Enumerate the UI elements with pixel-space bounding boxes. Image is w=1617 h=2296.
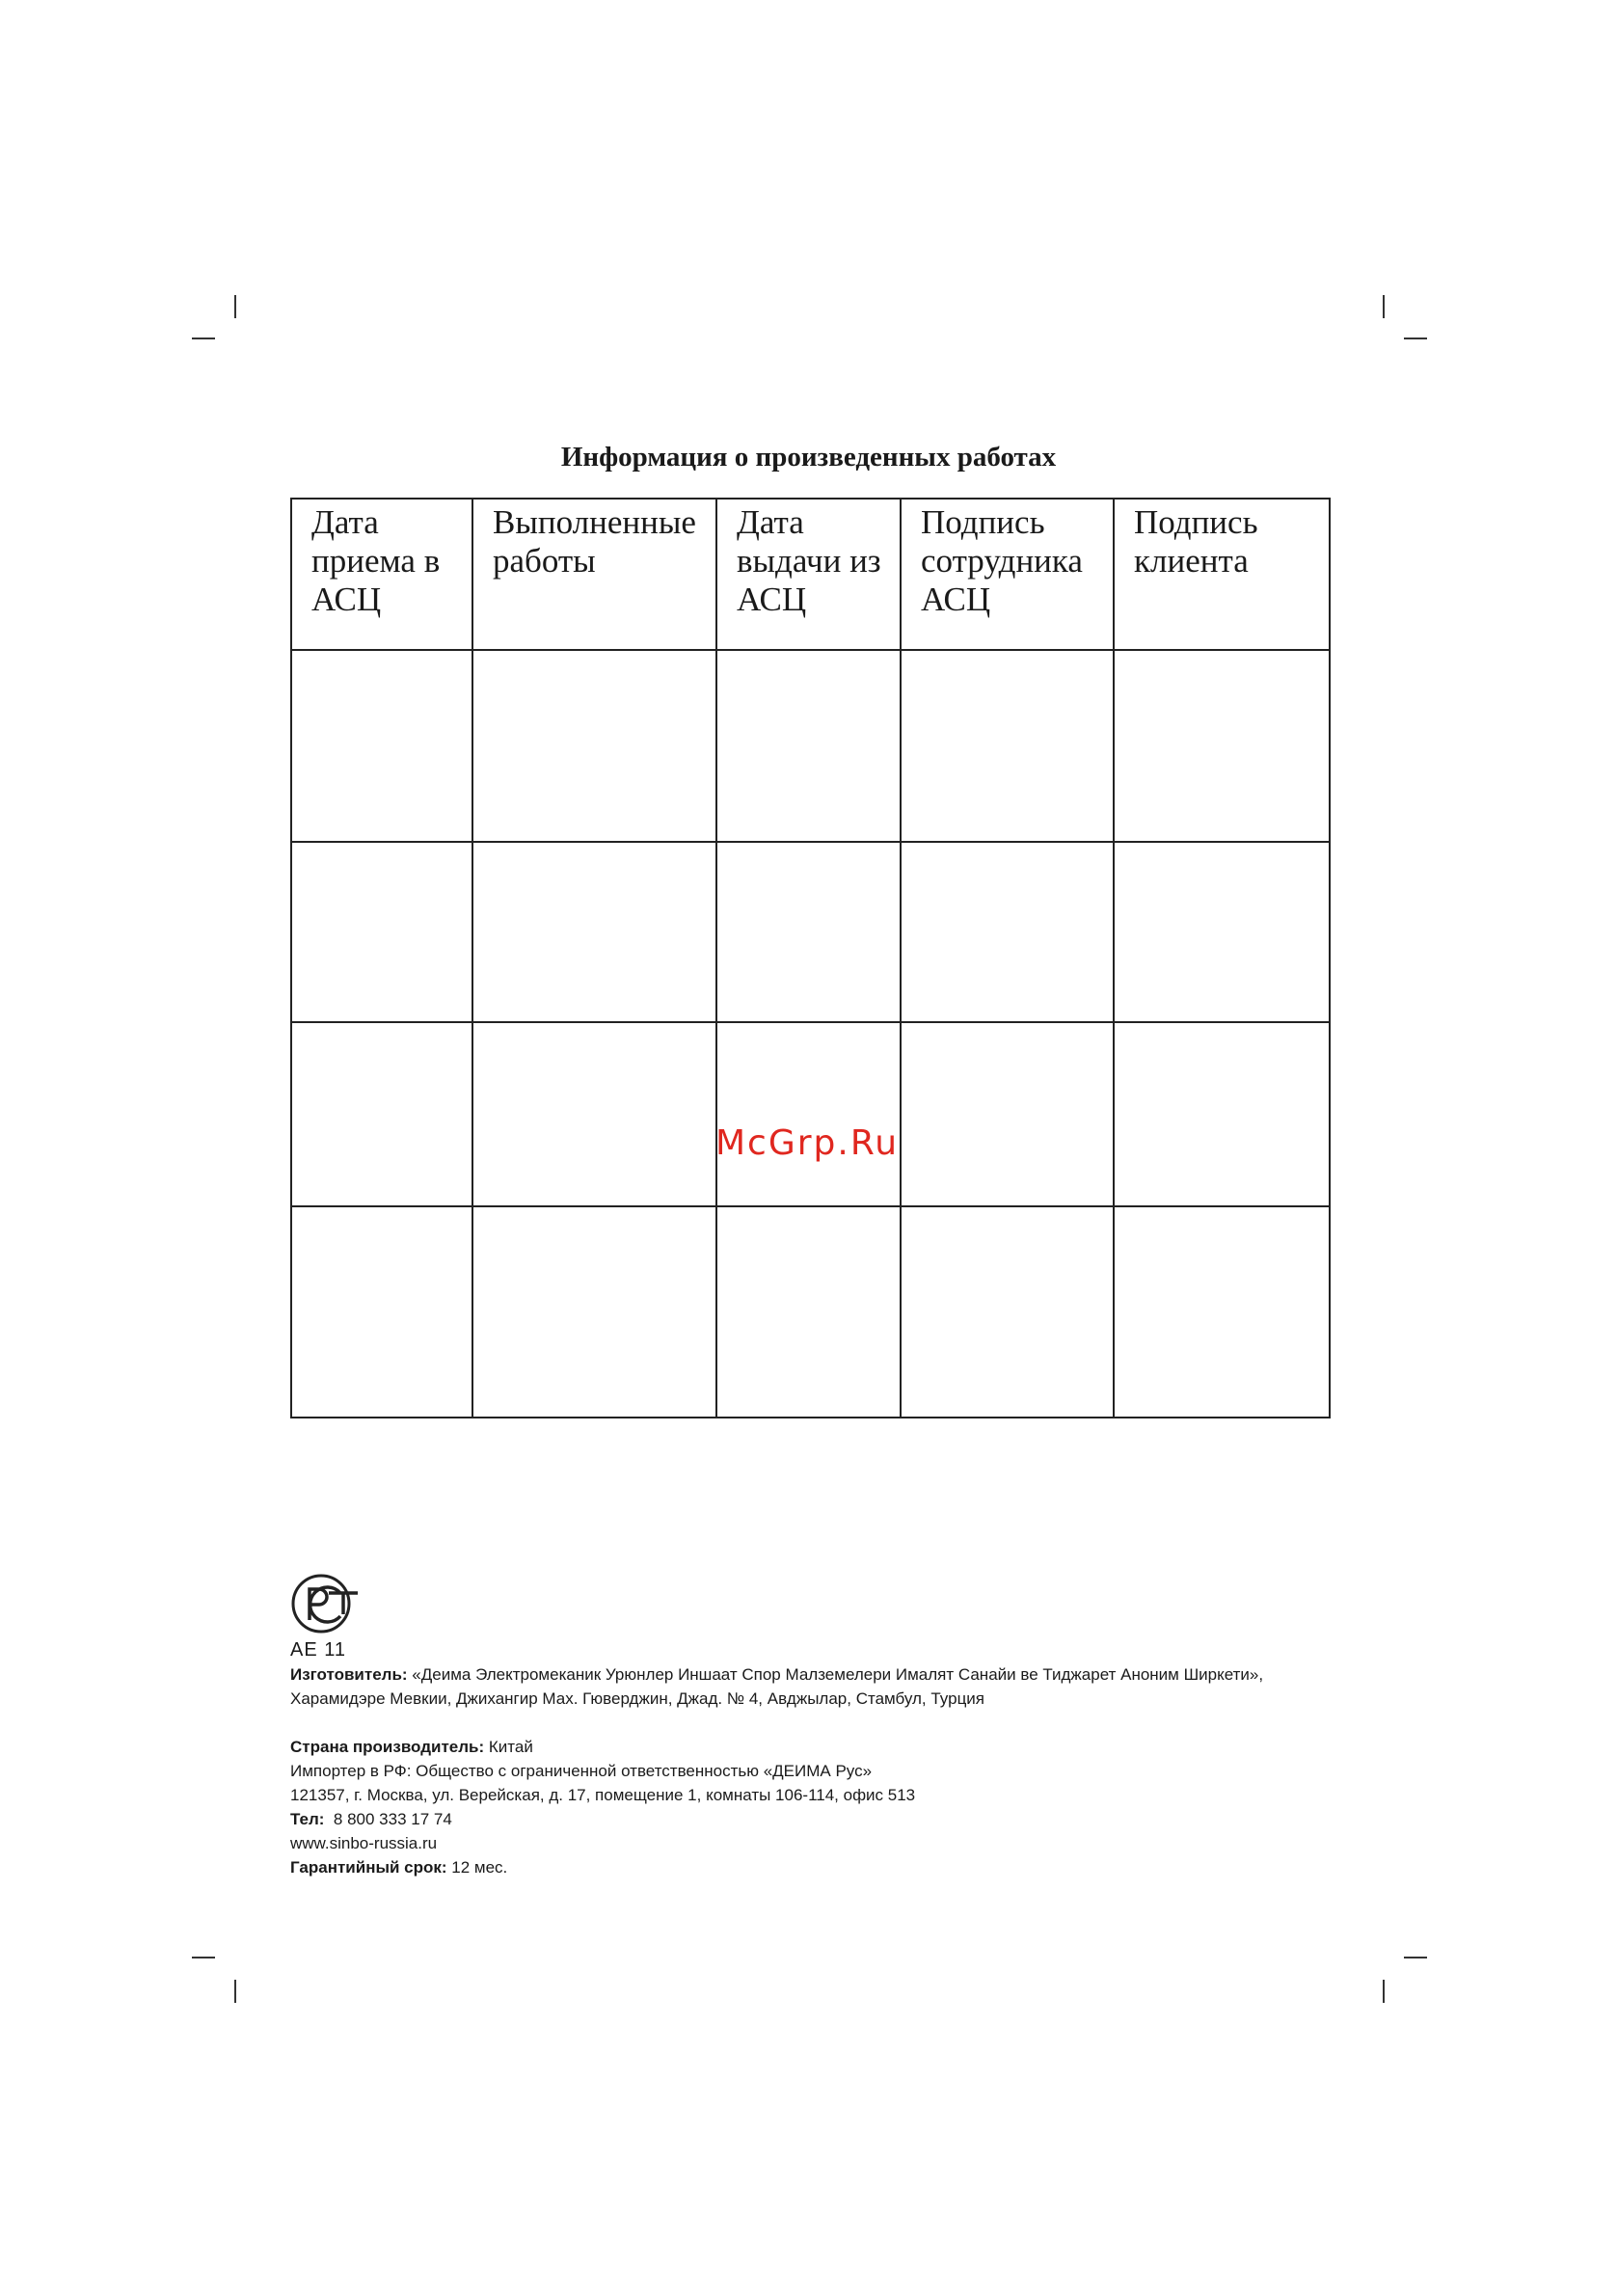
crop-mark-bottom-left-v — [234, 1980, 236, 2003]
phone-label: Тел: — [290, 1810, 325, 1828]
header-works-performed: Выполненные работы — [472, 499, 716, 650]
table-cell[interactable] — [716, 1206, 901, 1418]
table-cell[interactable] — [472, 842, 716, 1022]
table-cell[interactable] — [1114, 650, 1330, 842]
table-cell[interactable] — [1114, 1022, 1330, 1206]
certification-code: AE 11 — [290, 1639, 346, 1661]
table-cell[interactable] — [472, 650, 716, 842]
manufacturer-label: Изготовитель: — [290, 1665, 408, 1684]
table-cell[interactable] — [901, 650, 1114, 842]
table-header-row — [291, 499, 1330, 650]
crop-mark-top-right-h — [1404, 338, 1427, 339]
table-cell[interactable] — [291, 1022, 472, 1206]
works-table — [290, 498, 1331, 1418]
header-staff-signature: Подпись сотрудника АСЦ — [901, 499, 1114, 650]
warranty-label: Гарантийный срок: — [290, 1858, 447, 1877]
table-cell[interactable] — [472, 1206, 716, 1418]
table-cell[interactable] — [901, 1022, 1114, 1206]
table-cell[interactable] — [716, 1022, 901, 1206]
table-cell[interactable] — [291, 650, 472, 842]
header-date-issued: Дата выдачи из АСЦ — [716, 499, 901, 650]
crop-mark-top-left-v — [234, 295, 236, 318]
table-cell[interactable] — [716, 650, 901, 842]
table-cell[interactable] — [472, 1022, 716, 1206]
table-row — [291, 1022, 1330, 1206]
country-label: Страна производитель: — [290, 1738, 485, 1756]
country-value: Китай — [484, 1738, 533, 1756]
manufacturer-text: «Деима Электромеканик Урюнлер Иншаат Спор Малземелери Ималят Санайи ве Тиджарет Аноним Ширкети», Харамидэре Мевкии, Джихангир Мах. Гюверджин, Джад. № 4, Авджылар, Стамбул, Турция — [290, 1665, 1264, 1708]
header-client-signature: Подпись клиента — [1114, 499, 1330, 650]
warranty-value: 12 мес. — [446, 1858, 508, 1877]
table-cell[interactable] — [291, 1206, 472, 1418]
website-link[interactable]: www.sinbo-russia.ru — [290, 1834, 438, 1852]
importer-line: Импортер в РФ: Общество с ограниченной ответственностью «ДЕИМА Рус» — [290, 1762, 873, 1780]
importer-block — [290, 1735, 1351, 1879]
manufacturer-line — [290, 1662, 1332, 1711]
page-title: Информация о произведенных работах — [560, 442, 1057, 473]
table-cell[interactable] — [291, 842, 472, 1022]
phone-line — [290, 1807, 1351, 1831]
crop-mark-bottom-right-h — [1404, 1957, 1427, 1958]
crop-mark-bottom-right-v — [1383, 1980, 1385, 2003]
phone-value: 8 800 333 17 74 — [324, 1810, 452, 1828]
table-row — [291, 1206, 1330, 1418]
table-cell[interactable] — [716, 842, 901, 1022]
crop-mark-top-left-h — [192, 338, 215, 339]
watermark-text: McGrp.Ru — [715, 1123, 900, 1163]
country-line — [290, 1735, 1351, 1759]
address-line: 121357, г. Москва, ул. Верейская, д. 17, помещение 1, комнаты 106-114, офис 513 — [290, 1786, 916, 1804]
table-cell[interactable] — [901, 1206, 1114, 1418]
table-cell[interactable] — [901, 842, 1114, 1022]
table-row — [291, 842, 1330, 1022]
table-row — [291, 650, 1330, 842]
crop-mark-bottom-left-h — [192, 1957, 215, 1958]
crop-mark-top-right-v — [1383, 295, 1385, 318]
header-date-received: Дата приема в АСЦ — [291, 499, 472, 650]
warranty-line — [290, 1855, 1351, 1879]
table-cell[interactable] — [1114, 1206, 1330, 1418]
rst-certification-mark-icon — [290, 1572, 360, 1635]
manufacturer-info — [290, 1572, 1351, 1879]
table-cell[interactable] — [1114, 842, 1330, 1022]
